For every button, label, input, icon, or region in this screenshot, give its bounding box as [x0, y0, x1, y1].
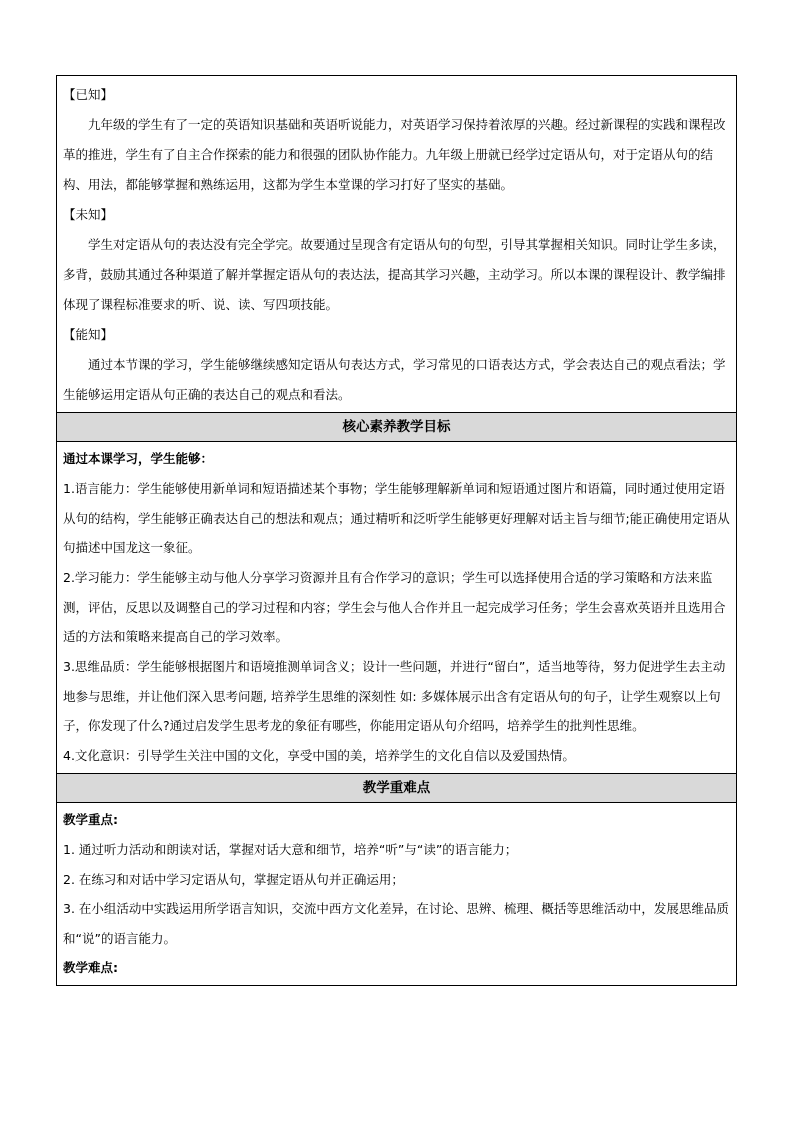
difficult-points-heading: 教学难点:	[63, 960, 118, 975]
keypoints-cell	[57, 802, 736, 985]
known-heading: 【已知】	[63, 87, 114, 102]
goals-title: 核心素养教学目标	[57, 412, 736, 441]
key-point-item: 1. 通过听力活动和朗读对话，掌握对话大意和细节，培养“听”与“读”的语言能力；	[63, 842, 518, 857]
goal-item-culture: 4.文化意识：引导学生关注中国的文化，享受中国的美，培养学生的文化自信以及爱国热情。	[63, 748, 575, 763]
key-point-item: 2. 在练习和对话中学习定语从句，掌握定语从句并正确运用；	[63, 871, 404, 887]
goals-cell	[57, 441, 736, 773]
goal-item-language: 1.语言能力：学生能够使用新单词和短语描述某个事物；学生能够理解新单词和短语通过图片和语篇，同时通过使用定语从句的结构，学生能够正确表达自己的想法和观点；通过精听和泛听学生能够更好理解对话主旨与细节;能正确使用定语从句描述中国龙这一象征。	[63, 481, 730, 555]
unknown-heading: 【未知】	[63, 207, 114, 222]
known-paragraph: 九年级的学生有了一定的英语知识基础和英语听说能力，对英语学习保持着浓厚的兴趣。经过新课程的实践和课程改革的推进，学生有了自主合作探索的能力和很强的团队协作能力。九年级上册就已经学过定语从句，对于定语从句的结构、用法，都能够掌握和熟练运用，这都为学生本堂课的学习打好了坚实的基础。	[63, 117, 726, 192]
lesson-plan-table	[56, 75, 737, 986]
unknown-paragraph: 学生对定语从句的表达没有完全学完。故要通过呈现含有定语从句的句型，引导其掌握相关知识。同时让学生多读，多背，鼓励其通过各种渠道了解并掌握定语从句的表达法，提高其学习兴趣，主动学习。所以本课的课程设计、教学编排体现了课程标准要求的听、说、读、写四项技能。	[63, 237, 726, 312]
goals-lead: 通过本课学习，学生能够：	[63, 451, 214, 466]
able-heading: 【能知】	[63, 327, 114, 342]
goal-item-learning: 2.学习能力：学生能够主动与他人分享学习资源并且有合作学习的意识；学生可以选择使用合适的学习策略和方法来监测，评估，反思以及调整自己的学习过程和内容；学生会与他人合作并且一起完成学习任务；学生会喜欢英语并且选用合适的方法和策略来提高自己的学习效率。	[63, 570, 726, 644]
key-point-item: 3. 在小组活动中实践运用所学语言知识，交流中西方文化差异，在讨论、思辨、梳理、概括等思维活动中，发展思维品质和“说”的语言能力。	[63, 901, 729, 946]
student-analysis-cell	[57, 76, 736, 412]
focus-title: 教学重难点	[57, 773, 736, 802]
able-paragraph: 通过本节课的学习，学生能够继续感知定语从句表达方式，学习常见的口语表达方式，学会表达自己的观点看法；学生能够运用定语从句正确的表达自己的观点和看法。	[63, 357, 726, 402]
key-points-heading: 教学重点:	[63, 812, 118, 827]
goal-item-thinking: 3.思维品质：学生能够根据图片和语境推测单词含义；设计一些问题，并进行“留白”，适当地等待，努力促进学生去主动地参与思维，并让他们深入思考问题, 培养学生思维的深刻性 如: 多媒体展示出含有定语从句的句子，让学生观察以上句子，你发现了什么?通过启发学生思考龙的象征有哪些，你能用定语从句介绍吗，培养学生的批判性思维。	[63, 659, 726, 733]
